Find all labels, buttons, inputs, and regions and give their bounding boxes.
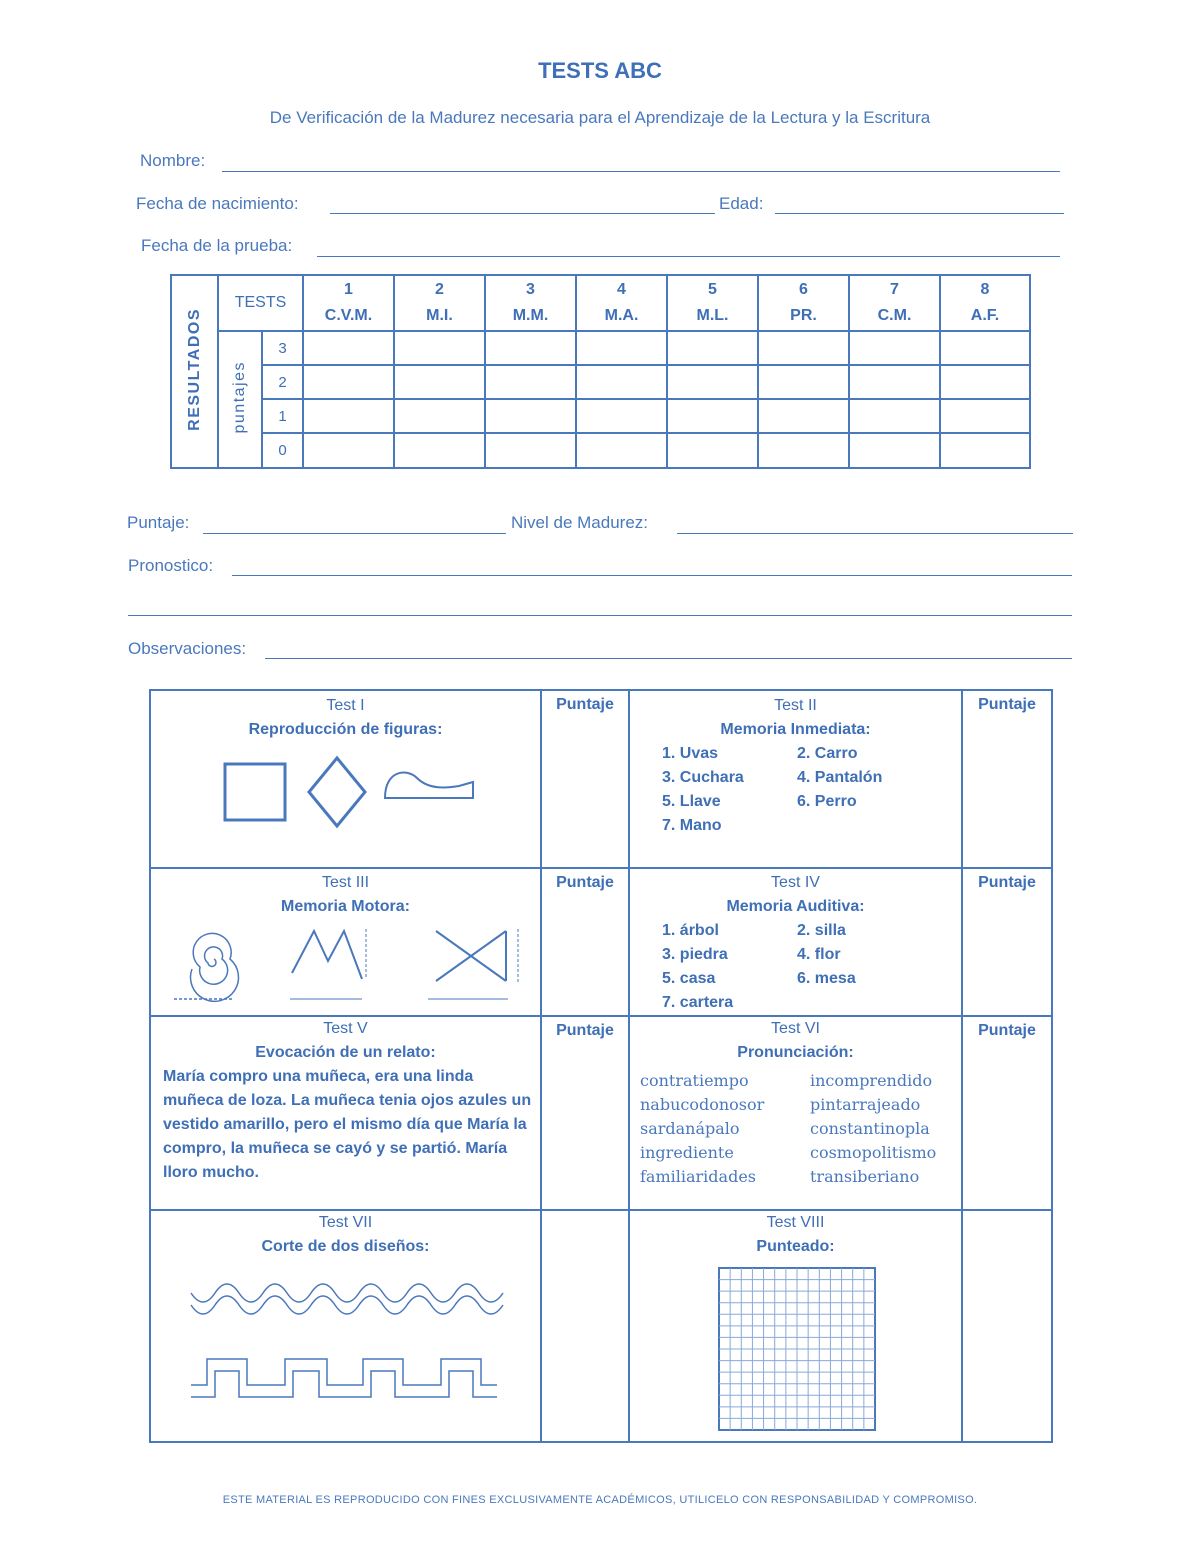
test-1-puntaje-cell[interactable] (541, 690, 629, 868)
score-cell[interactable] (667, 331, 758, 365)
score-cell[interactable] (394, 365, 485, 399)
observaciones-label: Observaciones: (128, 639, 247, 658)
test-6-cell (629, 1016, 962, 1210)
test-7-puntaje-cell[interactable] (541, 1210, 629, 1442)
resultados-side-label: RESULTADOS (171, 275, 218, 468)
observaciones-field[interactable] (265, 658, 1072, 659)
list-item: 4. flor (797, 946, 841, 963)
score-cell[interactable] (849, 365, 940, 399)
results-table (170, 274, 1031, 469)
col-header-2: 2 M.I. (394, 275, 485, 331)
word-item: ingrediente (640, 1143, 734, 1162)
word-item: cosmopolitismo (810, 1143, 937, 1162)
nombre-field[interactable] (222, 171, 1060, 172)
memoria-auditiva-list (662, 919, 961, 1015)
wave-design (191, 1284, 503, 1314)
test-4-subtitle: Memoria Auditiva: (726, 898, 865, 915)
page-title: TESTS ABC (538, 58, 662, 83)
puntaje-header: Puntaje (978, 696, 1036, 713)
score-cell[interactable] (394, 331, 485, 365)
word-item: constantinopla (810, 1119, 930, 1138)
test-1-subtitle: Reproducción de figuras: (248, 721, 443, 738)
col-header-3: 3 M.M. (485, 275, 576, 331)
score-cell[interactable] (303, 399, 394, 433)
story-text: María compro una muñeca, era una linda muñeca de loza. La muñeca tenia ojos azules un vestido amarillo, pero el mismo día que María la compro, la muñeca se cayó y se partió. María lloro mucho. (163, 1068, 532, 1181)
hourglass-figure (428, 929, 518, 999)
test-1-title: Test I (326, 697, 365, 714)
score-cell[interactable] (394, 433, 485, 468)
puntaje-label: Puntaje: (127, 513, 190, 532)
test-1-cell (150, 690, 541, 868)
col-header-8: 8 A.F. (940, 275, 1030, 331)
score-cell[interactable] (940, 365, 1030, 399)
col-header-7: 7 C.M. (849, 275, 940, 331)
test-8-subtitle: Punteado: (756, 1238, 835, 1255)
test-5-puntaje-cell[interactable] (541, 1016, 629, 1210)
puntajes-side-label: puntajes (218, 331, 262, 468)
score-cell[interactable] (576, 433, 667, 468)
score-cell[interactable] (667, 365, 758, 399)
list-item: 2. silla (797, 922, 846, 939)
zigzag-figure (290, 929, 366, 999)
puntaje-header: Puntaje (978, 874, 1036, 891)
tests-grid (149, 689, 1053, 1443)
test-8-title: Test VIII (766, 1214, 825, 1231)
score-cell[interactable] (849, 433, 940, 468)
score-cell[interactable] (667, 433, 758, 468)
nivel-madurez-label: Nivel de Madurez: (511, 513, 649, 532)
test-6-puntaje-cell[interactable] (962, 1016, 1052, 1210)
col-header-4: 4 M.A. (576, 275, 667, 331)
score-cell[interactable] (940, 433, 1030, 468)
score-cell[interactable] (485, 331, 576, 365)
score-cell[interactable] (485, 399, 576, 433)
cutting-designs (185, 1273, 515, 1413)
col-header-5: 5 M.L. (667, 275, 758, 331)
score-cell[interactable] (394, 399, 485, 433)
list-item: 6. Perro (797, 793, 857, 810)
score-cell[interactable] (576, 365, 667, 399)
word-item: incomprendido (810, 1071, 933, 1090)
list-item: 1. árbol (662, 922, 719, 939)
score-label: 0 (262, 433, 303, 468)
score-cell[interactable] (758, 433, 849, 468)
score-label: 2 (262, 365, 303, 399)
score-cell[interactable] (849, 399, 940, 433)
test-2-cell (629, 690, 962, 868)
list-item: 7. Mano (662, 817, 722, 834)
nivel-madurez-field[interactable] (677, 533, 1073, 534)
test-7-subtitle: Corte de dos diseños: (261, 1238, 430, 1255)
pronostico-label: Pronostico: (128, 556, 214, 575)
score-cell[interactable] (667, 399, 758, 433)
word-item: sardanápalo (640, 1119, 740, 1138)
motor-drawings (166, 921, 536, 1011)
test-2-subtitle: Memoria Inmediata: (720, 721, 871, 738)
page-subtitle: De Verificación de la Madurez necesaria para el Aprendizaje de la Lectura y la Escritura (269, 108, 931, 127)
word-item: contratiempo (640, 1071, 749, 1090)
score-cell[interactable] (303, 331, 394, 365)
test-2-puntaje-cell[interactable] (962, 690, 1052, 868)
diamond-figure (309, 758, 365, 826)
puntaje-header: Puntaje (556, 696, 614, 713)
nombre-label: Nombre: (140, 151, 206, 170)
square-figure (225, 764, 285, 820)
memoria-inmediata-list (662, 742, 961, 838)
score-label: 1 (262, 399, 303, 433)
word-item: pintarrajeado (810, 1095, 921, 1114)
score-cell[interactable] (758, 365, 849, 399)
edad-label: Edad: (719, 194, 764, 213)
word-item: transiberiano (810, 1167, 920, 1186)
shoe-figure (385, 773, 473, 798)
list-item: 3. Cuchara (662, 769, 744, 786)
edad-field[interactable] (775, 213, 1064, 214)
test-5-title: Test V (323, 1020, 368, 1037)
test-3-puntaje-cell[interactable] (541, 868, 629, 1016)
pronostico-field[interactable] (232, 575, 1072, 576)
list-item: 3. piedra (662, 946, 728, 963)
footer-disclaimer: ESTE MATERIAL ES REPRODUCIDO CON FINES EXCLUSIVAMENTE ACADÉMICOS, UTILICELO CON RESPONSABILIDAD Y COMPROMISO. (222, 1494, 978, 1506)
pronostico-field-line2[interactable] (128, 615, 1072, 616)
col-header-6: 6 PR. (758, 275, 849, 331)
score-cell[interactable] (576, 331, 667, 365)
col-header-1: 1 C.V.M. (303, 275, 394, 331)
score-cell[interactable] (303, 365, 394, 399)
list-item: 5. casa (662, 970, 716, 987)
test-4-puntaje-cell[interactable] (962, 868, 1052, 1016)
dot-grid (716, 1265, 878, 1433)
test-3-subtitle: Memoria Motora: (281, 898, 410, 915)
score-label: 3 (262, 331, 303, 365)
score-cell[interactable] (485, 365, 576, 399)
test-8-cell (629, 1210, 962, 1442)
fecha-prueba-field[interactable] (317, 256, 1060, 257)
score-cell[interactable] (940, 331, 1030, 365)
score-cell[interactable] (576, 399, 667, 433)
fecha-prueba-label: Fecha de la prueba: (141, 236, 293, 255)
test-6-title: Test VI (771, 1020, 820, 1037)
score-cell[interactable] (758, 399, 849, 433)
test-3-cell (150, 868, 541, 1016)
list-item: 1. Uvas (662, 745, 719, 762)
square-wave-design (191, 1359, 497, 1397)
score-cell[interactable] (303, 433, 394, 468)
test-7-title: Test VII (318, 1214, 373, 1231)
score-cell[interactable] (485, 433, 576, 468)
puntaje-header: Puntaje (978, 1022, 1036, 1039)
test-8-puntaje-cell[interactable] (962, 1210, 1052, 1442)
spiral-figure (174, 933, 239, 1001)
list-item: 5. Llave (662, 793, 721, 810)
test-6-subtitle: Pronunciación: (737, 1044, 854, 1061)
list-item: 4. Pantalón (797, 769, 883, 786)
puntaje-field[interactable] (203, 533, 506, 534)
test-2-title: Test II (774, 697, 817, 714)
test-3-title: Test III (321, 874, 370, 891)
list-item: 2. Carro (797, 745, 858, 762)
score-cell[interactable] (849, 331, 940, 365)
test-4-title: Test IV (771, 874, 820, 891)
test-7-cell (150, 1210, 541, 1442)
fecha-nacimiento-label: Fecha de nacimiento: (136, 194, 299, 213)
test-4-cell (629, 868, 962, 1016)
puntaje-header: Puntaje (556, 874, 614, 891)
figures-drawing (209, 750, 509, 840)
word-item: familiaridades (640, 1167, 756, 1186)
puntaje-header: Puntaje (556, 1022, 614, 1039)
score-cell[interactable] (940, 399, 1030, 433)
list-item: 6. mesa (797, 970, 856, 987)
test-5-subtitle: Evocación de un relato: (255, 1044, 436, 1061)
pronunciation-words (640, 1069, 961, 1189)
list-item: 7. cartera (662, 994, 734, 1011)
score-cell[interactable] (758, 331, 849, 365)
test-5-cell (150, 1016, 541, 1210)
fecha-nacimiento-field[interactable] (330, 213, 715, 214)
word-item: nabucodonosor (640, 1095, 765, 1114)
tests-header: TESTS (218, 275, 303, 331)
